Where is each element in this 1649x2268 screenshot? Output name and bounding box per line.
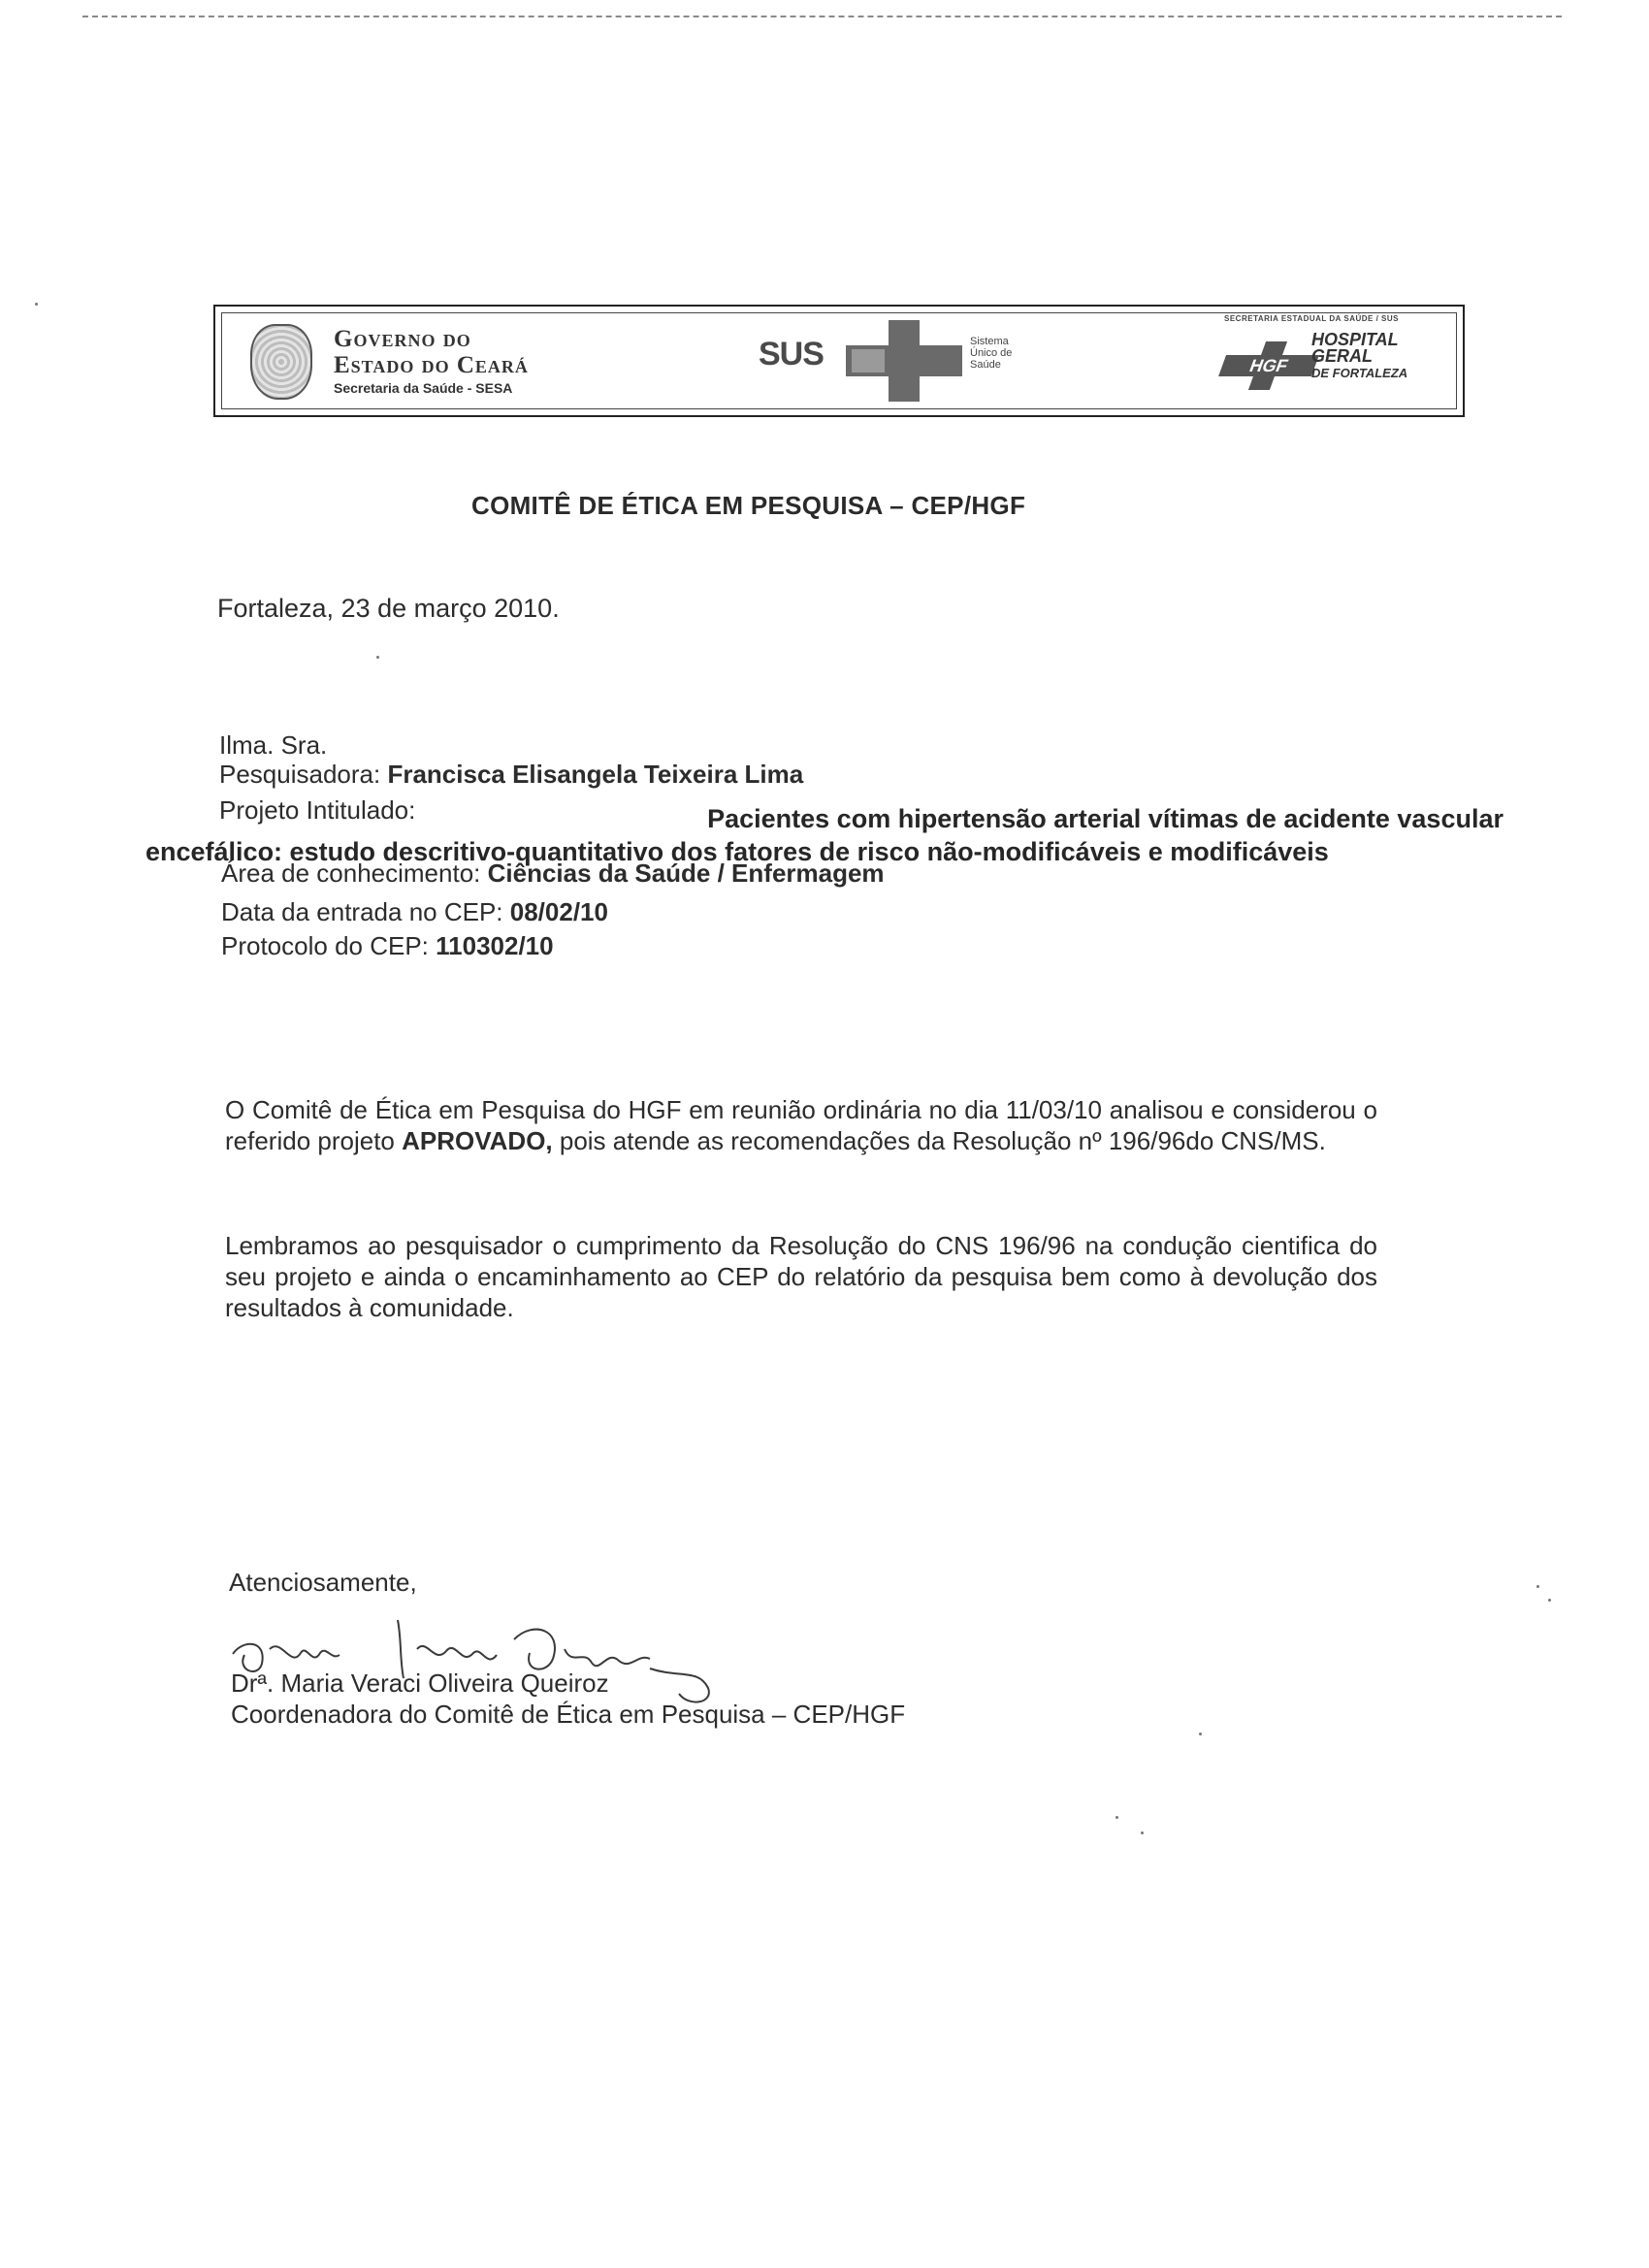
sus-logo-text: SUS xyxy=(759,336,824,373)
researcher-label: Pesquisadora: xyxy=(219,760,388,789)
closing: Atenciosamente, xyxy=(229,1568,417,1597)
gov-line-3: Secretaria da Saúde - SESA xyxy=(334,380,513,396)
area-value: Ciências da Saúde / Enfermagem xyxy=(487,859,885,888)
salutation: Ilma. Sra. xyxy=(219,730,328,760)
letterhead-banner xyxy=(213,305,1465,417)
researcher-name: Francisca Elisangela Teixeira Lima xyxy=(387,760,804,789)
hgf-name xyxy=(1311,332,1407,381)
scan-speck xyxy=(1536,1585,1539,1588)
entry-date-label: Data da entrada no CEP: xyxy=(221,897,510,926)
government-logo-text xyxy=(334,326,529,396)
protocol-value: 110302/10 xyxy=(436,931,554,960)
hgf-header-text: SECRETARIA ESTADUAL DA SAÚDE / SUS xyxy=(1224,314,1399,323)
scan-speck xyxy=(1141,1831,1144,1834)
approval-status: APROVADO, xyxy=(402,1126,553,1155)
reminder-paragraph: Lembramos ao pesquisador o cumprimento da Resolução do CNS 196/96 na condução cientifica do seu projeto e ainda o encaminhamento ao CEP do relatório da pesquisa bem como à devolução dos resultados à comunidade. xyxy=(225,1231,1377,1322)
approval-text-c: pois atende as recomendações da Resolução nº 196/96do CNS/MS. xyxy=(552,1126,1326,1155)
researcher-field xyxy=(219,760,803,790)
entry-date-value: 08/02/10 xyxy=(509,897,608,926)
document-date: Fortaleza, 23 de março 2010. xyxy=(217,594,560,623)
gov-line-1: Governo do xyxy=(334,326,471,352)
approval-paragraph xyxy=(225,1094,1377,1156)
area-field xyxy=(221,859,885,889)
project-label: Projeto Intitulado: xyxy=(219,795,416,825)
hgf-name-line-1: HOSPITAL xyxy=(1311,330,1399,349)
project-title-line-2: encefálico: estudo descritivo-quantitativo dos fatores de risco não-modificáveis e modificáveis xyxy=(146,837,1329,866)
document-title: COMITÊ DE ÉTICA EM PESQUISA – CEP/HGF xyxy=(471,491,1026,520)
hgf-logo-icon xyxy=(1213,341,1324,390)
gov-line-2: Estado do Ceará xyxy=(334,352,529,378)
state-seal-icon xyxy=(250,324,312,400)
scan-speck xyxy=(1548,1599,1551,1602)
signer-name: Drª. Maria Veraci Oliveira Queiroz xyxy=(231,1669,609,1698)
entry-date-field xyxy=(221,897,608,927)
svg-text:HGF: HGF xyxy=(1246,355,1291,375)
protocol-label: Protocolo do CEP: xyxy=(221,931,436,960)
scan-speck xyxy=(35,303,38,306)
scan-top-edge xyxy=(82,16,1562,17)
approval-text-a: O Comitê de Ética em Pesquisa do HGF em reunião ordinária no dia 11/03/10 analisou e considerou o referido projeto xyxy=(225,1095,1377,1155)
signer-role: Coordenadora do Comitê de Ética em Pesquisa – CEP/HGF xyxy=(231,1700,906,1729)
sus-tagline: Sistema Único de Saúde xyxy=(970,336,1013,371)
area-label: Área de conhecimento: xyxy=(221,859,488,888)
hgf-name-line-3: DE FORTALEZA xyxy=(1311,366,1408,380)
scan-speck xyxy=(1199,1733,1202,1735)
sus-cross-icon xyxy=(846,320,962,402)
scan-speck xyxy=(1116,1816,1118,1819)
hgf-name-line-2: GERAL xyxy=(1311,346,1373,366)
scan-speck xyxy=(376,656,379,659)
protocol-field xyxy=(221,931,554,961)
project-title-line-1: Pacientes com hipertensão arterial vítimas de acidente vascular xyxy=(707,804,1504,833)
